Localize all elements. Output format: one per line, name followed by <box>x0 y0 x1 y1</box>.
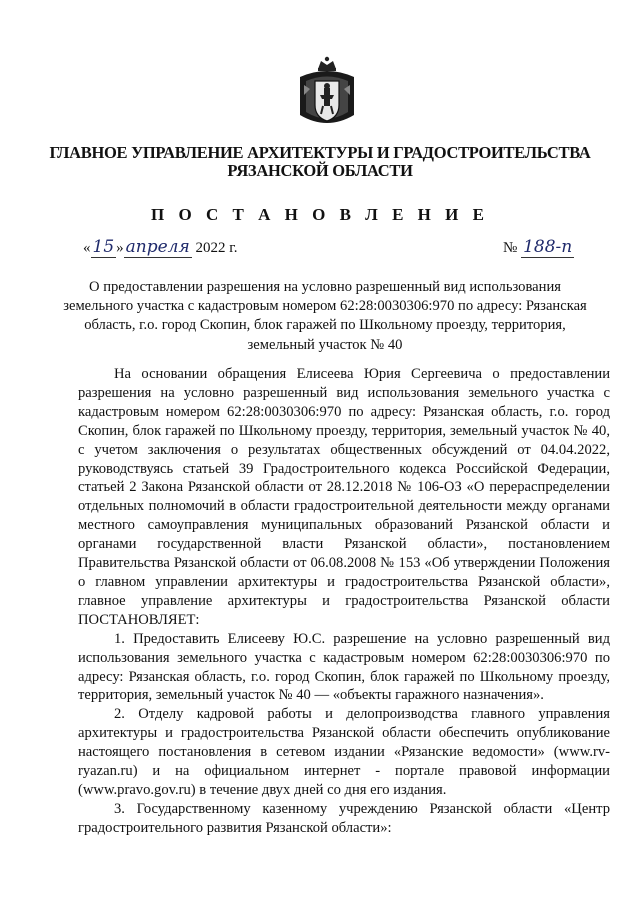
date-close-quote: » <box>116 240 124 256</box>
date-day-handwritten: 15 <box>92 237 115 257</box>
body-paragraph-preamble: На основании обращения Елисеева Юрия Сергеевича о предоставлении разрешения на условно разрешенный вид использования земельного участка с кадастровым номером 62:28:0030306:970 по адресу: Рязанская область, г.о. город Скопин, блок гаражей по Школьному проезду, территория, земельный участок № 40, с учетом заключения о результатах общественных обсуждений от 04.04.2022, руководствуясь статьей 39 Градостроительного кодекса Российской Федерации, статьей 2 Закона Рязанской области от 28.12.2018 № 106-ОЗ «О перераспределении отдельных полномочий в области градостроительной деятельности между органами местного самоуправления муниципальных образований Рязанской области и органами государственной власти Рязанской области», постановлением Правительства Рязанской области от 06.08.2008 № 153 «Об утверждении Положения о главном управлении архитектуры и градостроительства Рязанской области», главное управление архитектуры и градостроительства Рязанской области ПОСТАНОВЛЯЕТ: <box>78 366 610 628</box>
document-subject: О предоставлении разрешения на условно разрешенный вид использования земельного участка с кадастровым номером 62:28:0030306:970 по адресу: Рязанская область, г.о. город Скопин, блок гаражей по Школьному проезду, территория, земельный участок № 40 <box>63 279 587 353</box>
body-paragraph-item-3: 3. Государственному казенному учреждению Рязанской области «Центр градостроительного развития Рязанской области»: <box>78 800 610 836</box>
document-body <box>78 365 610 838</box>
coat-of-arms-emblem <box>296 55 358 133</box>
number-value-handwritten: 188-п <box>523 237 573 257</box>
body-paragraph-item-1: 1. Предоставить Елисееву Ю.С. разрешение на условно разрешенный вид использования земельного участка с кадастровым номером 62:28:0030306:970 по адресу: Рязанская область, г.о. город Скопин, блок гаражей по Школьному проезду, территория, земельный участок № 40 — «объекты гаражного назначения». <box>78 630 610 704</box>
document-date <box>83 237 237 263</box>
date-year: 2022 г. <box>195 240 238 256</box>
number-prefix: № <box>503 240 518 256</box>
document-type-title: П О С Т А Н О В Л Е Н И Е <box>151 205 489 224</box>
body-paragraph-item-2: 2. Отделу кадровой работы и делопроизводства главного управления архитектуры и градостроительства Рязанской области обеспечить опубликование настоящего постановления в сетевом издании «Рязанские ведомости» (www.rv-ryazan.ru) и на официальном интернет - портале правовой информации (www.pravo.gov.ru) в течение двух дней со дня его издания. <box>78 706 610 798</box>
date-month-handwritten: апреля <box>125 237 190 257</box>
document-number <box>503 237 574 263</box>
organization-name: ГЛАВНОЕ УПРАВЛЕНИЕ АРХИТЕКТУРЫ И ГРАДОСТРОИТЕЛЬСТВА <box>49 143 591 162</box>
date-open-quote: « <box>83 240 91 256</box>
organization-region: РЯЗАНСКОЙ ОБЛАСТИ <box>227 161 413 180</box>
